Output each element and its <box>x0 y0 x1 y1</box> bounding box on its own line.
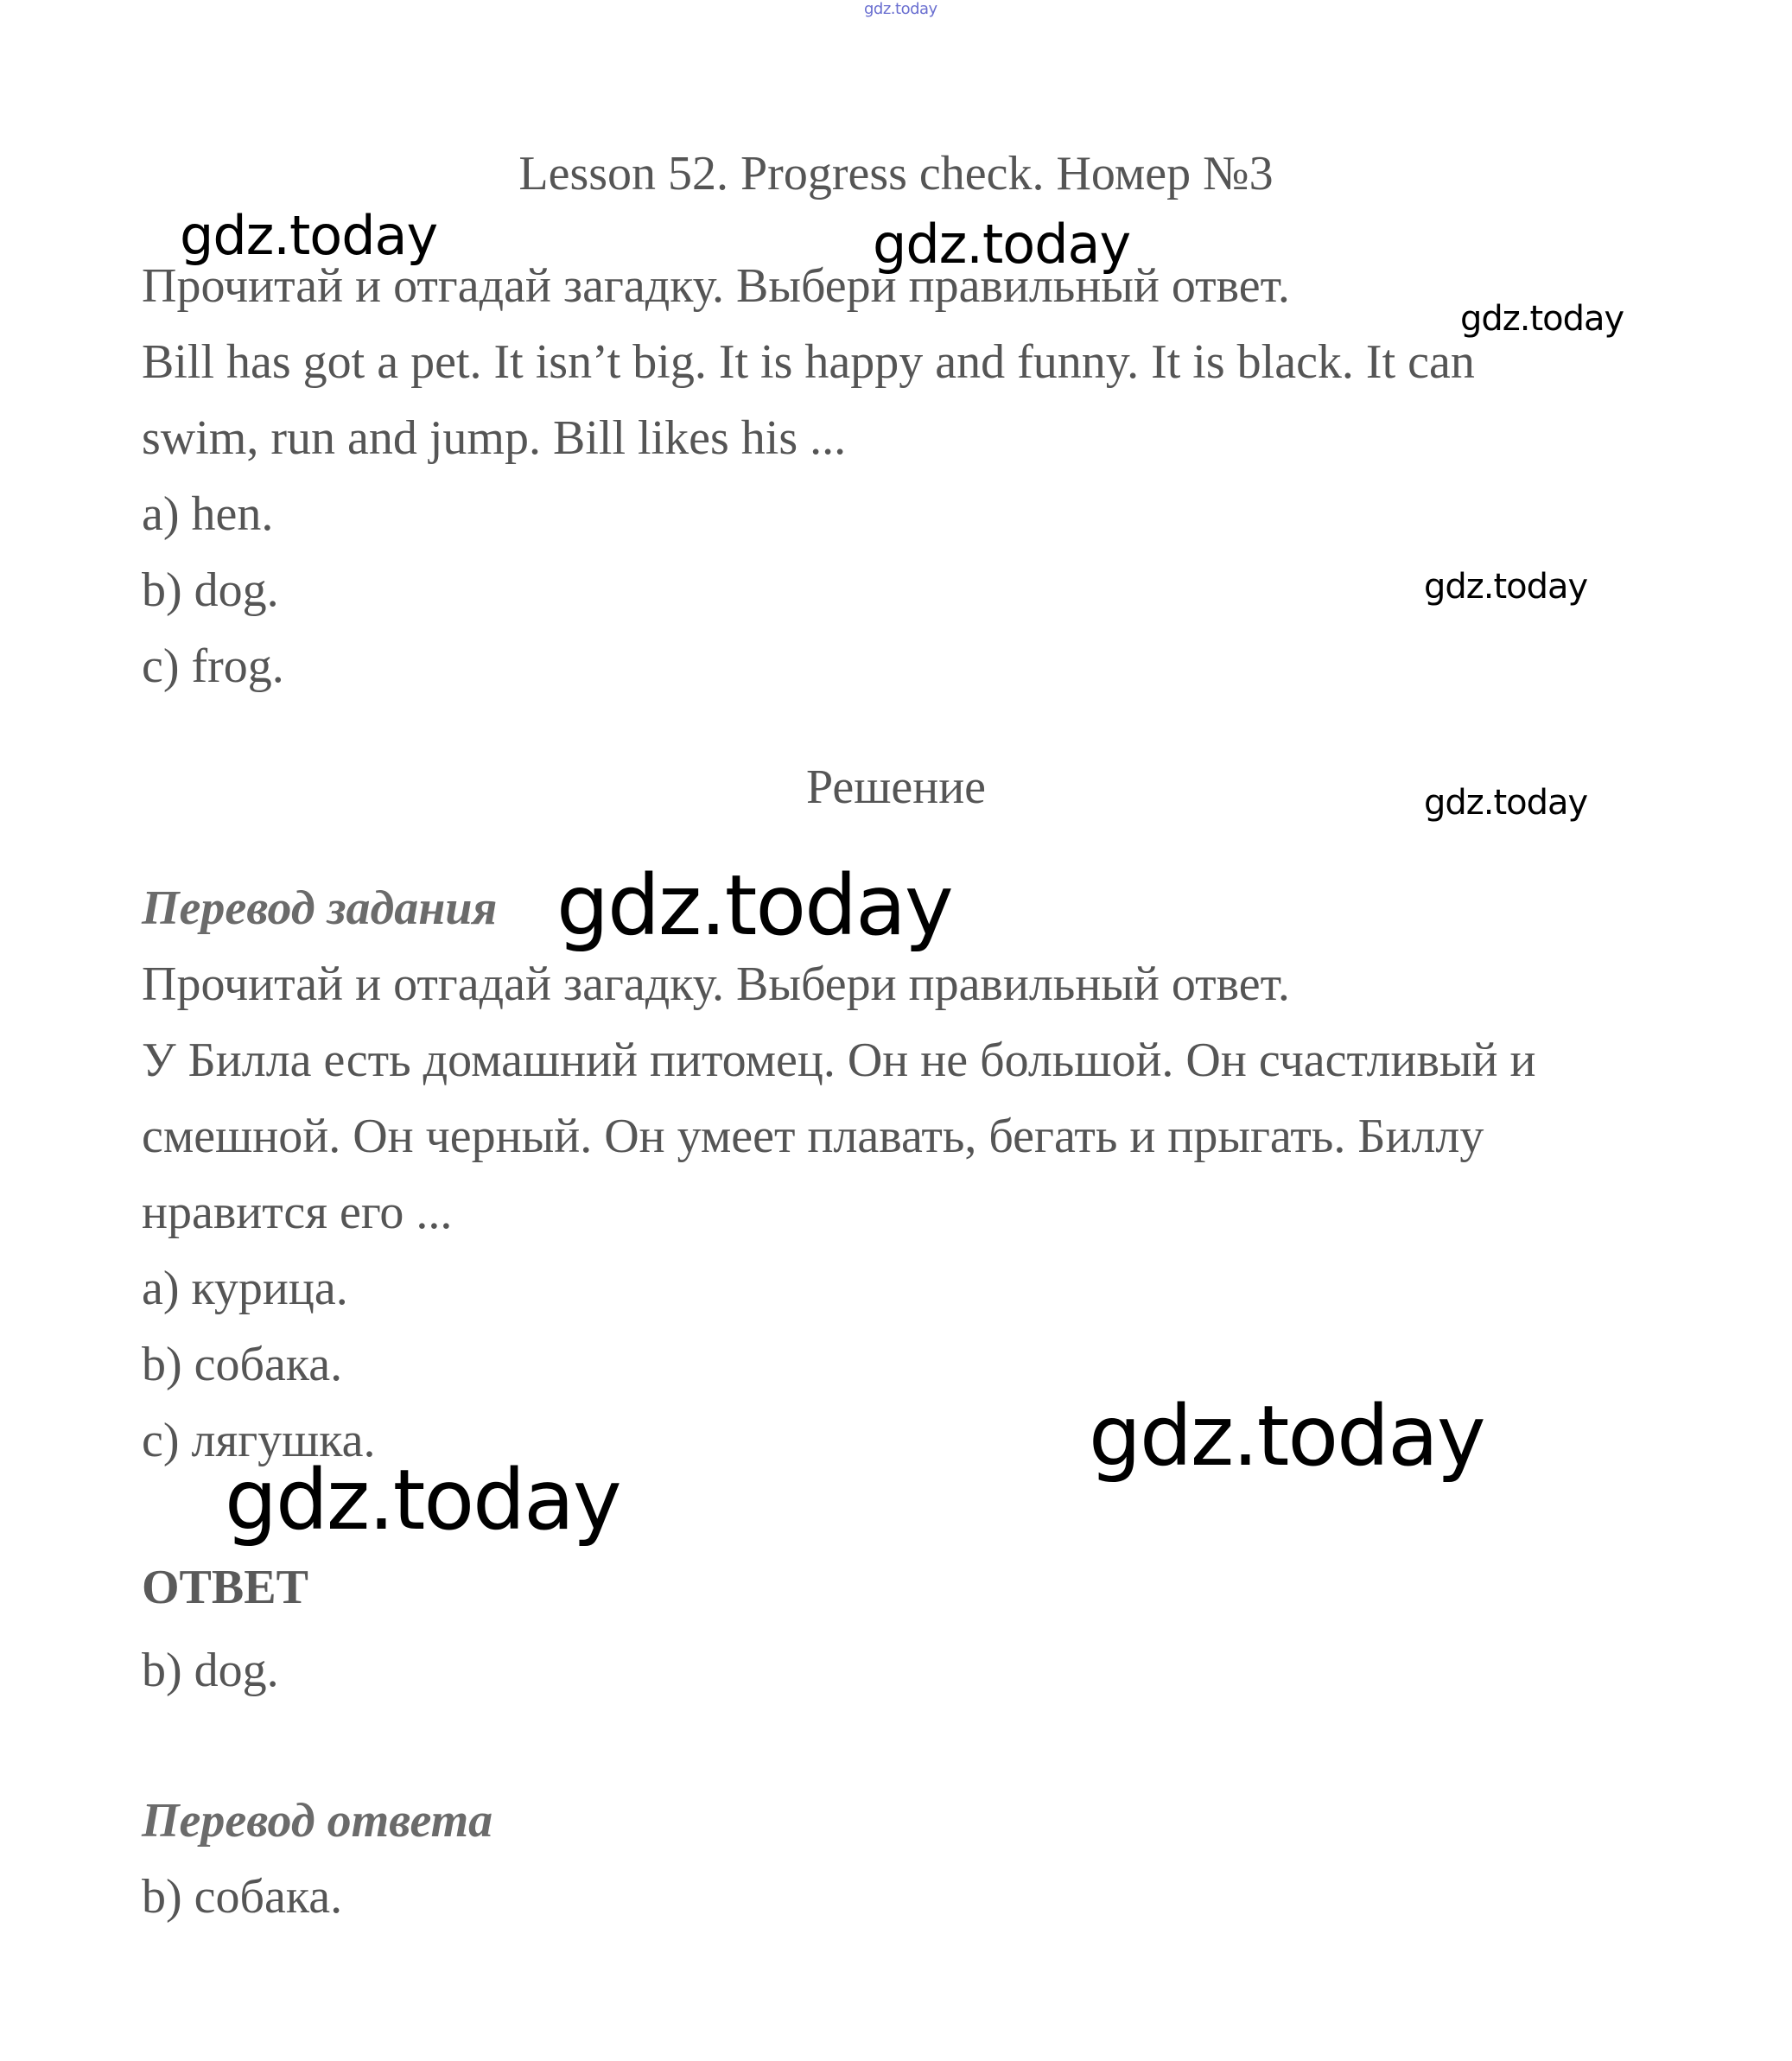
translation-line: нравится его ... <box>142 1186 453 1239</box>
task-option-a: a) hen. <box>142 487 274 541</box>
task-option-b: b) dog. <box>142 563 279 617</box>
watermark: gdz.today <box>1089 1388 1484 1485</box>
answer-translation-heading: Перевод ответа <box>142 1794 493 1848</box>
watermark: gdz.today <box>873 213 1131 276</box>
translation-option-b: b) собака. <box>142 1338 343 1391</box>
translation-line: смешной. Он черный. Он умеет плавать, бегать и прыгать. Биллу <box>142 1110 1484 1163</box>
translation-line: У Билла есть домашний питомец. Он не большой. Он счастливый и <box>142 1034 1536 1087</box>
translation-instruction: Прочитай и отгадай загадку. Выбери правильный ответ. <box>142 957 1290 1011</box>
translation-option-a: a) курица. <box>142 1262 348 1315</box>
translation-heading: Перевод задания <box>142 881 498 935</box>
watermark: gdz.today <box>1424 783 1588 823</box>
answer-translation-text: b) собака. <box>142 1870 343 1924</box>
task-option-c: c) frog. <box>142 639 284 693</box>
watermark: gdz.today <box>225 1452 620 1549</box>
task-instruction: Прочитай и отгадай загадку. Выбери правильный ответ. <box>142 259 1290 313</box>
answer-heading: ОТВЕТ <box>142 1561 308 1614</box>
task-text-line: swim, run and jump. Bill likes his ... <box>142 411 847 465</box>
watermark-top: gdz.today <box>864 0 937 18</box>
watermark: gdz.today <box>180 204 438 267</box>
page-title: Lesson 52. Progress check. Номер №3 <box>518 147 1274 200</box>
task-text-line: Bill has got a pet. It isn’t big. It is happy and funny. It is black. It can <box>142 335 1475 389</box>
watermark: gdz.today <box>1424 567 1588 607</box>
solution-heading: Решение <box>805 760 987 814</box>
translation-option-c: c) лягушка. <box>142 1414 376 1467</box>
watermark: gdz.today <box>556 857 952 954</box>
watermark: gdz.today <box>1460 299 1624 339</box>
answer-text: b) dog. <box>142 1644 279 1697</box>
